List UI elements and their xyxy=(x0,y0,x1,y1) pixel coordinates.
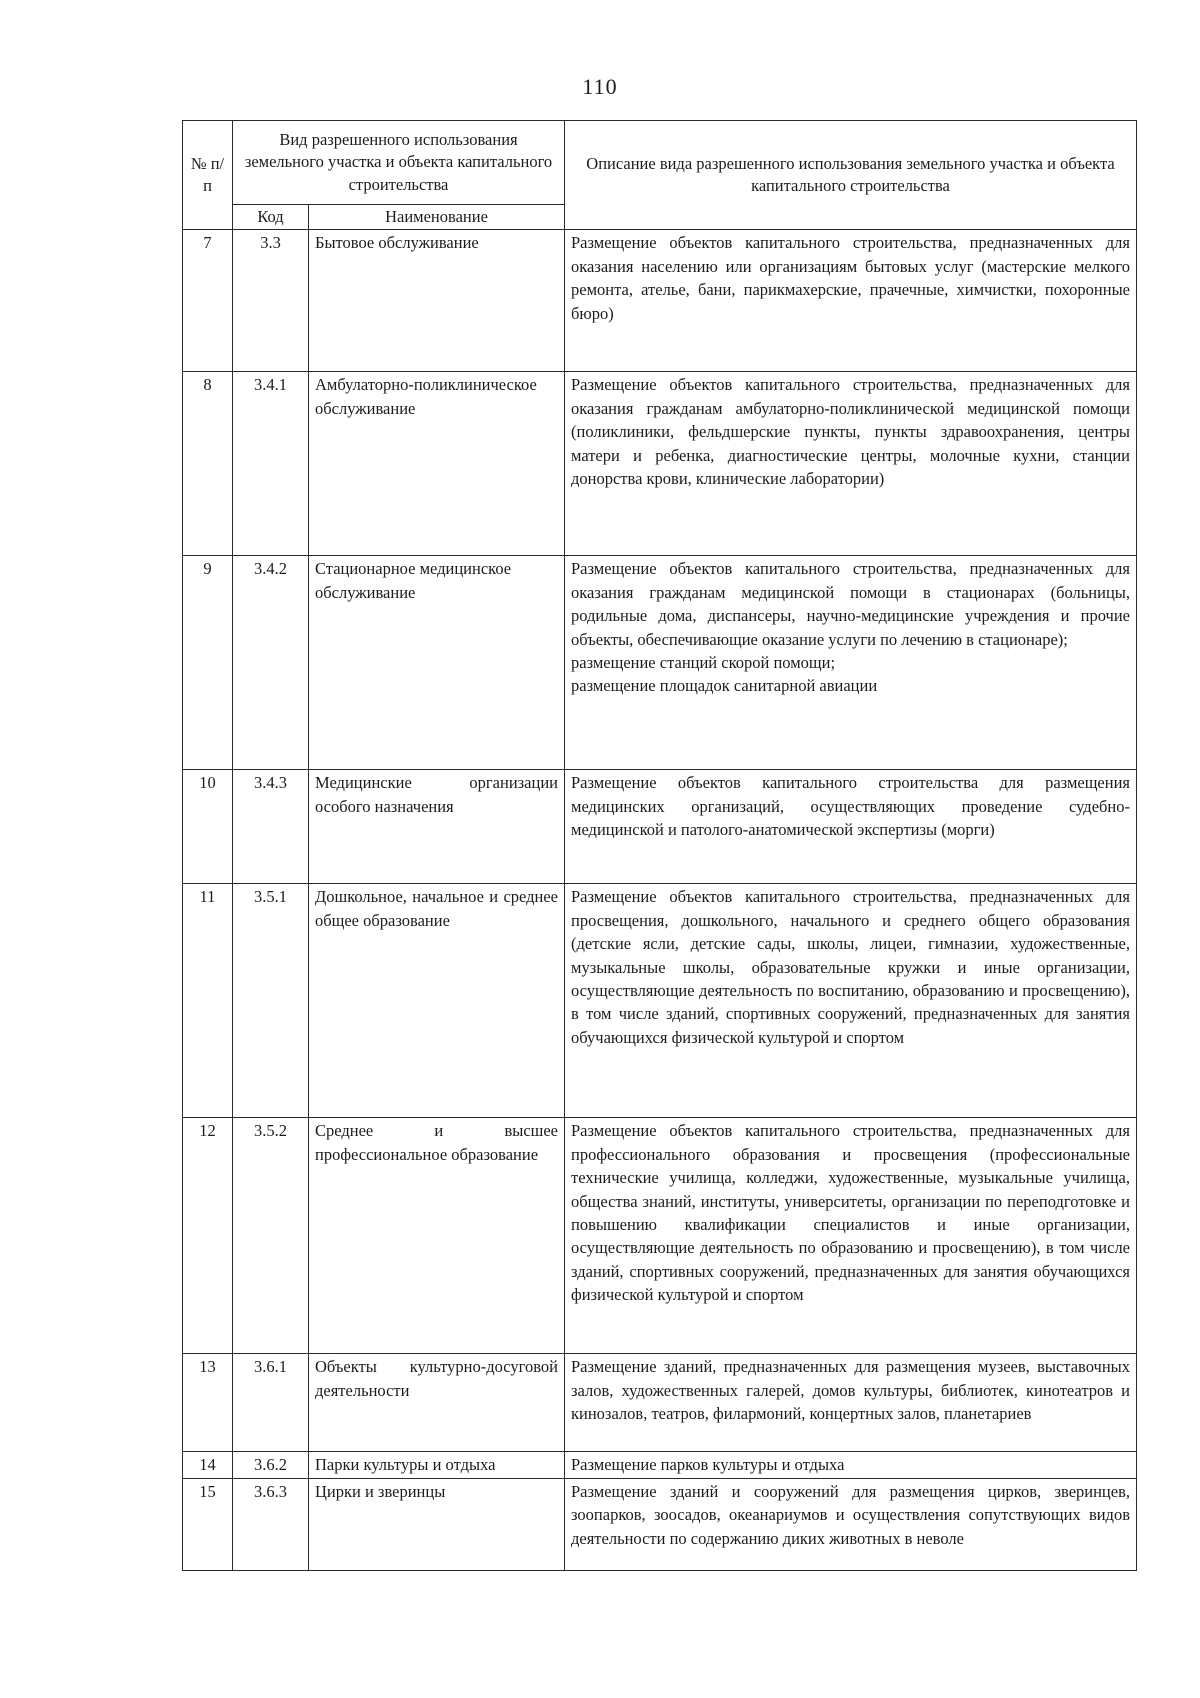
table-body xyxy=(183,230,1137,1570)
row-name: Бытовое обслуживание xyxy=(309,230,565,372)
description-paragraph: размещение площадок санитарной авиации xyxy=(571,676,878,696)
description-paragraph: Размещение объектов капитального строительства, предназначенных для оказания гражданам медицинской помощи в стационарах (больницы, родильные дома, диспансеры, научно-медицинские учреждения и прочие объекты, обеспечивающие оказание услуги по лечению в стационаре); xyxy=(571,559,1130,649)
description-paragraph: Размещение объектов капитального строительства, предназначенных для оказания гражданам амбулаторно-поликлинической медицинской помощи (поликлиники, фельдшерские пункты, пункты здравоохранения, центры матери и ребенка, диагностические центры, молочные кухни, станции донорства крови, клинические лаборатории) xyxy=(571,375,1130,488)
row-code: 3.4.2 xyxy=(233,556,309,770)
description-paragraph: Размещение парков культуры и отдыха xyxy=(571,1455,845,1475)
row-code: 3.5.1 xyxy=(233,884,309,1118)
header-kind-group: Вид разрешенного использования земельного участка и объекта капитального строительства xyxy=(233,121,565,205)
table-row xyxy=(183,884,1137,1118)
description-paragraph: Размещение объектов капитального строительства для размещения медицинских организаций, осуществляющих проведение судебно-медицинской и патолого-анатомической экспертизы (морги) xyxy=(571,773,1130,840)
row-description xyxy=(565,556,1137,770)
row-number: 13 xyxy=(183,1354,233,1452)
row-number: 7 xyxy=(183,230,233,372)
row-code: 3.5.2 xyxy=(233,1118,309,1354)
description-paragraph: Размещение объектов капитального строительства, предназначенных для профессионального образования и просвещения (профессиональные технические училища, колледжи, художественные, музыкальные училища, общества знаний, институты, университеты, организации по переподготовке и повышению квалификации специалистов и иные организации, осуществляющие деятельность по образованию и просвещению), в том числе зданий, спортивных сооружений, предназначенных для занятия обучающихся физической культурой и спортом xyxy=(571,1121,1130,1305)
row-description xyxy=(565,230,1137,372)
table-header xyxy=(183,121,1137,230)
table-row xyxy=(183,770,1137,884)
table-row xyxy=(183,1354,1137,1452)
row-description xyxy=(565,1478,1137,1570)
header-name: Наименование xyxy=(309,205,565,230)
row-number: 8 xyxy=(183,372,233,556)
table-row xyxy=(183,372,1137,556)
row-description xyxy=(565,1452,1137,1478)
description-paragraph: Размещение объектов капитального строительства, предназначенных для оказания населению или организациям бытовых услуг (мастерские мелкого ремонта, ателье, бани, парикмахерские, прачечные, химчистки, похоронные бюро) xyxy=(571,233,1130,323)
row-description xyxy=(565,1354,1137,1452)
row-code: 3.4.3 xyxy=(233,770,309,884)
row-description xyxy=(565,770,1137,884)
land-use-table xyxy=(182,120,1137,1571)
description-paragraph: Размещение объектов капитального строительства, предназначенных для просвещения, дошкольного, начального и среднего общего образования (детские ясли, детские сады, школы, лицеи, гимназии, художественные, музыкальные школы, образовательные кружки и иные организации, осуществляющие деятельность по воспитанию, образованию и просвещению), в том числе зданий, спортивных сооружений, предназначенных для занятия обучающихся физической культурой и спортом xyxy=(571,887,1130,1047)
row-number: 10 xyxy=(183,770,233,884)
row-code: 3.6.1 xyxy=(233,1354,309,1452)
table-row xyxy=(183,556,1137,770)
header-code: Код xyxy=(233,205,309,230)
header-description: Описание вида разрешенного использования земельного участка и объекта капитального строительства xyxy=(565,121,1137,230)
row-number: 15 xyxy=(183,1478,233,1570)
row-number: 12 xyxy=(183,1118,233,1354)
row-code: 3.6.3 xyxy=(233,1478,309,1570)
row-description xyxy=(565,372,1137,556)
row-name: Среднее и высшее профессиональное образование xyxy=(309,1118,565,1354)
description-paragraph: Размещение зданий и сооружений для размещения цирков, зверинцев, зоопарков, зоосадов, океанариумов и осуществления сопутствующих видов деятельности по содержанию диких животных в неволе xyxy=(571,1481,1130,1548)
table-row xyxy=(183,230,1137,372)
row-number: 9 xyxy=(183,556,233,770)
row-name: Амбулаторно-поликлиническое обслуживание xyxy=(309,372,565,556)
row-number: 14 xyxy=(183,1452,233,1478)
row-name: Объекты культурно-досуговой деятельности xyxy=(309,1354,565,1452)
header-num: № п/п xyxy=(183,121,233,230)
row-name: Стационарное медицинское обслуживание xyxy=(309,556,565,770)
row-code: 3.3 xyxy=(233,230,309,372)
row-name: Медицинские организации особого назначения xyxy=(309,770,565,884)
table-row xyxy=(183,1118,1137,1354)
description-paragraph: Размещение зданий, предназначенных для размещения музеев, выставочных залов, художественных галерей, домов культуры, библиотек, кинотеатров и кинозалов, театров, филармоний, концертных залов, планетариев xyxy=(571,1357,1130,1424)
row-code: 3.6.2 xyxy=(233,1452,309,1478)
table-row xyxy=(183,1478,1137,1570)
row-number: 11 xyxy=(183,884,233,1118)
row-name: Цирки и зверинцы xyxy=(309,1478,565,1570)
page-number: 110 xyxy=(582,74,618,99)
row-name: Дошкольное, начальное и среднее общее образование xyxy=(309,884,565,1118)
row-description xyxy=(565,884,1137,1118)
table-row xyxy=(183,1452,1137,1478)
row-code: 3.4.1 xyxy=(233,372,309,556)
description-paragraph: размещение станций скорой помощи; xyxy=(571,652,836,672)
row-description xyxy=(565,1118,1137,1354)
row-name: Парки культуры и отдыха xyxy=(309,1452,565,1478)
